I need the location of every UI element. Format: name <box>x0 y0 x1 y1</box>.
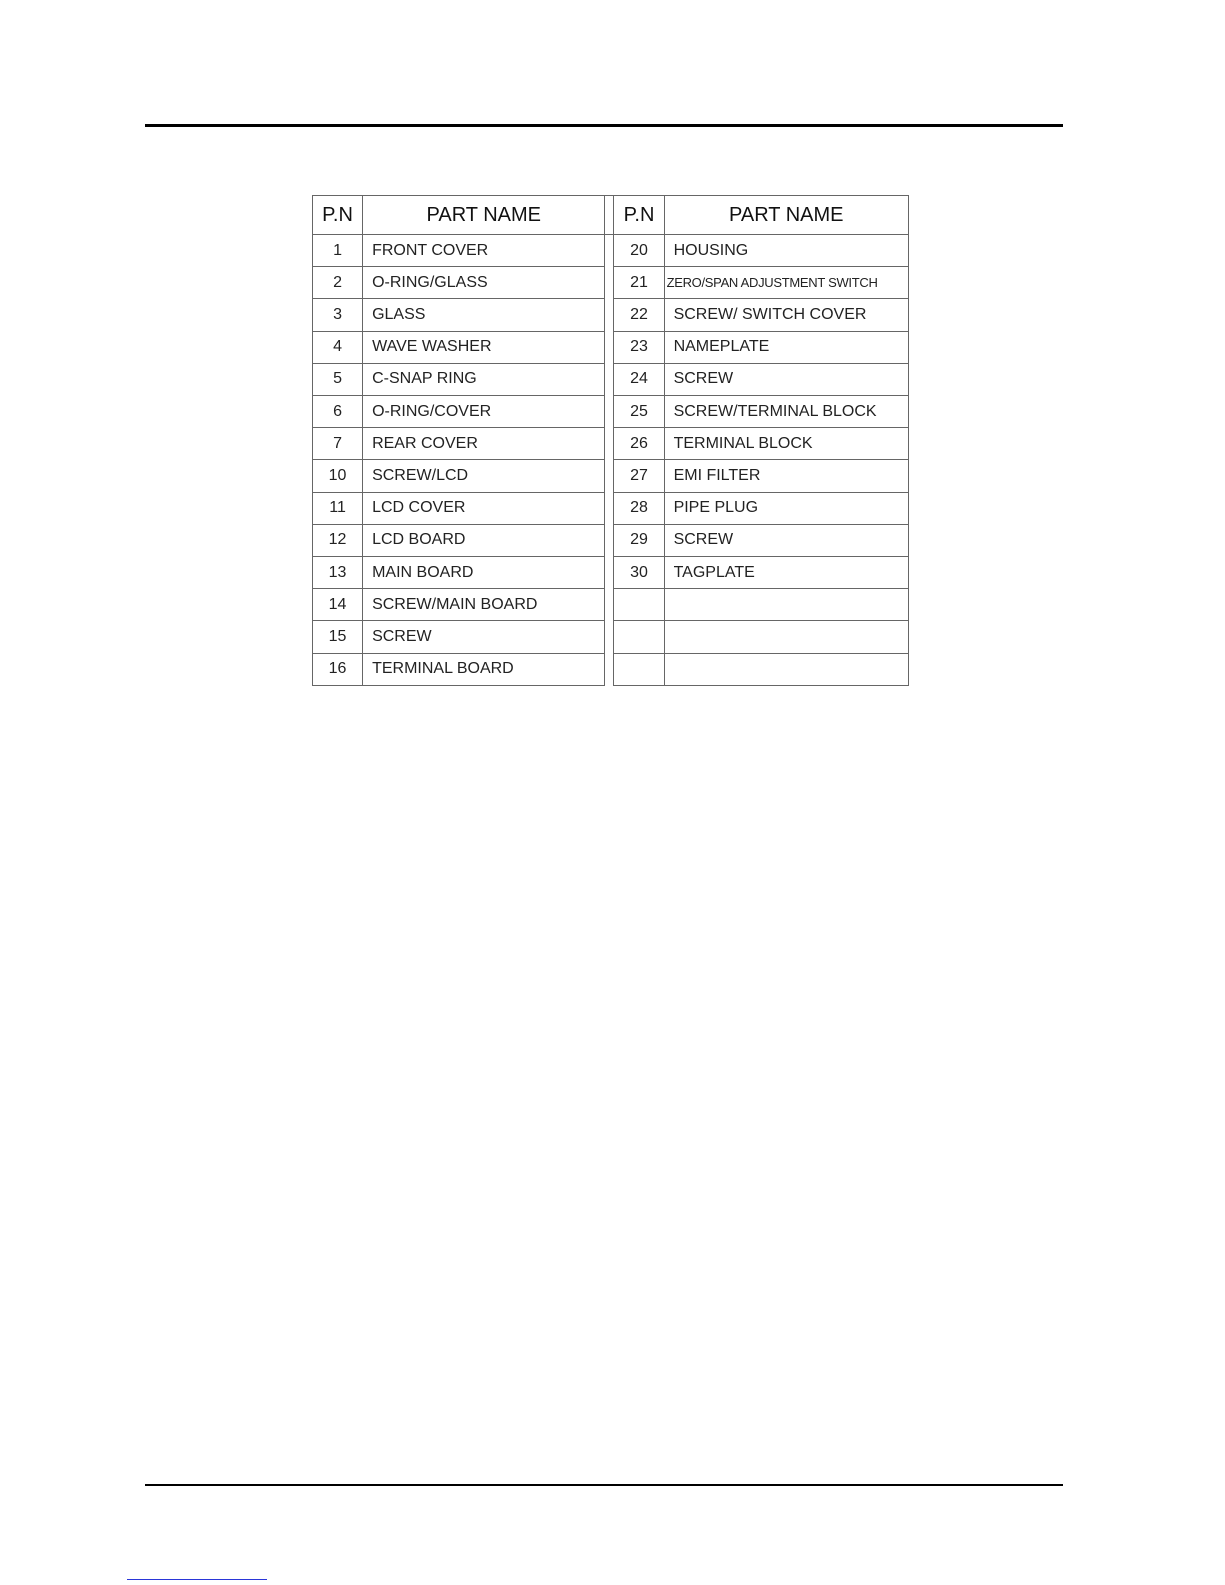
part-number-left: 1 <box>313 235 363 267</box>
part-name-left: SCREW/LCD <box>363 460 605 492</box>
table-row <box>313 331 909 363</box>
column-divider <box>605 492 614 524</box>
column-divider <box>605 196 614 235</box>
part-number-left: 10 <box>313 460 363 492</box>
column-divider <box>605 299 614 331</box>
footer-link-underline[interactable] <box>127 1579 267 1580</box>
part-number-right <box>614 653 664 685</box>
part-number-left: 15 <box>313 621 363 653</box>
part-number-left: 12 <box>313 524 363 556</box>
part-name-right: ZERO/SPAN ADJUSTMENT SWITCH <box>664 267 908 299</box>
part-name-right: PIPE PLUG <box>664 492 908 524</box>
column-divider <box>605 589 614 621</box>
table-row <box>313 524 909 556</box>
table-row <box>313 428 909 460</box>
table-row <box>313 299 909 331</box>
part-name-left: WAVE WASHER <box>363 331 605 363</box>
part-number-right <box>614 621 664 653</box>
part-name-right: NAMEPLATE <box>664 331 908 363</box>
column-divider <box>605 267 614 299</box>
part-number-left: 16 <box>313 653 363 685</box>
part-number-right <box>614 589 664 621</box>
part-name-left: O-RING/COVER <box>363 396 605 428</box>
part-name-right <box>664 621 908 653</box>
table-row <box>313 396 909 428</box>
part-name-left: REAR COVER <box>363 428 605 460</box>
table-row <box>313 653 909 685</box>
part-number-right: 21 <box>614 267 664 299</box>
part-name-left: LCD COVER <box>363 492 605 524</box>
column-divider <box>605 557 614 589</box>
part-name-right: SCREW/TERMINAL BLOCK <box>664 396 908 428</box>
header-part-number-left: P.N <box>313 196 363 235</box>
table-header-row <box>313 196 909 235</box>
part-name-left: FRONT COVER <box>363 235 605 267</box>
part-name-right: TERMINAL BLOCK <box>664 428 908 460</box>
part-name-left: SCREW <box>363 621 605 653</box>
column-divider <box>605 653 614 685</box>
part-number-right: 26 <box>614 428 664 460</box>
part-number-left: 13 <box>313 557 363 589</box>
column-divider <box>605 396 614 428</box>
column-divider <box>605 428 614 460</box>
parts-table-body <box>313 235 909 686</box>
column-divider <box>605 524 614 556</box>
table-row <box>313 589 909 621</box>
table-row <box>313 492 909 524</box>
part-name-left: O-RING/GLASS <box>363 267 605 299</box>
table-row <box>313 267 909 299</box>
header-part-name-left: PART NAME <box>363 196 605 235</box>
part-name-left: GLASS <box>363 299 605 331</box>
part-number-left: 11 <box>313 492 363 524</box>
table-row <box>313 363 909 395</box>
header-rule <box>145 124 1063 127</box>
part-name-right: TAGPLATE <box>664 557 908 589</box>
part-name-right <box>664 653 908 685</box>
part-number-right: 29 <box>614 524 664 556</box>
part-number-right: 22 <box>614 299 664 331</box>
column-divider <box>605 331 614 363</box>
part-name-right: HOUSING <box>664 235 908 267</box>
part-name-left: C-SNAP RING <box>363 363 605 395</box>
part-name-right: SCREW <box>664 524 908 556</box>
part-number-left: 5 <box>313 363 363 395</box>
part-number-right: 25 <box>614 396 664 428</box>
column-divider <box>605 235 614 267</box>
table-row <box>313 621 909 653</box>
part-number-right: 24 <box>614 363 664 395</box>
part-name-left: LCD BOARD <box>363 524 605 556</box>
part-name-left: MAIN BOARD <box>363 557 605 589</box>
part-name-right: SCREW/ SWITCH COVER <box>664 299 908 331</box>
header-part-number-right: P.N <box>614 196 664 235</box>
part-number-right: 30 <box>614 557 664 589</box>
part-name-left: SCREW/MAIN BOARD <box>363 589 605 621</box>
part-number-left: 4 <box>313 331 363 363</box>
table-row <box>313 460 909 492</box>
part-number-left: 7 <box>313 428 363 460</box>
part-number-right: 28 <box>614 492 664 524</box>
part-number-left: 2 <box>313 267 363 299</box>
column-divider <box>605 363 614 395</box>
part-number-right: 23 <box>614 331 664 363</box>
part-number-left: 3 <box>313 299 363 331</box>
part-number-right: 20 <box>614 235 664 267</box>
table-row <box>313 557 909 589</box>
parts-list-table <box>312 195 909 686</box>
part-number-left: 6 <box>313 396 363 428</box>
header-part-name-right: PART NAME <box>664 196 908 235</box>
part-name-left: TERMINAL BOARD <box>363 653 605 685</box>
part-number-right: 27 <box>614 460 664 492</box>
table-row <box>313 235 909 267</box>
column-divider <box>605 621 614 653</box>
part-number-left: 14 <box>313 589 363 621</box>
part-name-right <box>664 589 908 621</box>
column-divider <box>605 460 614 492</box>
footer-rule <box>145 1484 1063 1486</box>
part-name-right: EMI FILTER <box>664 460 908 492</box>
part-name-right: SCREW <box>664 363 908 395</box>
